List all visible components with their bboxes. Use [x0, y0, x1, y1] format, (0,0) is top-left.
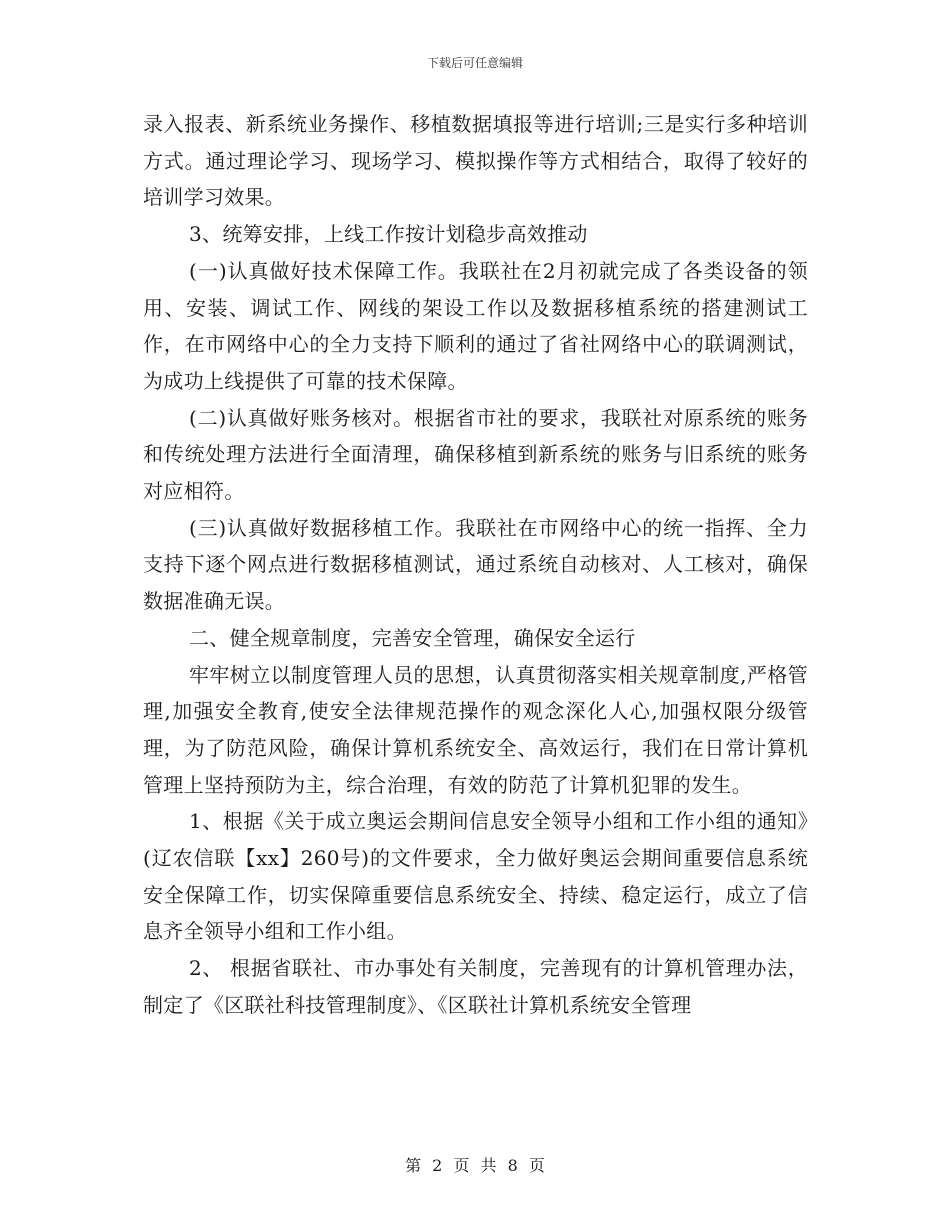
- document-body: [143, 106, 808, 1024]
- paragraph-1: 录入报表、新系统业务操作、移植数据填报等进行培训;三是实行多种培训方式。通过理论学习、现场学习、模拟操作等方式相结合，取得了较好的培训学习效果。: [143, 112, 808, 210]
- page-header: 下载后可任意编辑: [426, 56, 523, 70]
- paragraph-9: 2、 根据省联社、市办事处有关制度，完善现有的计算机管理办法，制定了《区联社科技管理制度》、《区联社计算机系统安全管理: [143, 956, 808, 1017]
- paragraph-8: 1、根据《关于成立奥运会期间信息安全领导小组和工作小组的通知》(辽农信联【xx】260号)的文件要求，全力做好奥运会期间重要信息系统安全保障工作，切实保障重要信息系统安全、持续、稳定运行，成立了信息齐全领导小组和工作小组。: [143, 809, 808, 944]
- paragraph-3: (一)认真做好技术保障工作。我联社在2月初就完成了各类设备的领用、安装、调试工作、网线的架设工作以及数据移植系统的搭建测试工作，在市网络中心的全力支持下顺利的通过了省社网络中心的联调测试，为成功上线提供了可靠的技术保障。: [143, 258, 808, 393]
- paragraph-6: 二、健全规章制度，完善安全管理，确保安全运行: [189, 625, 636, 650]
- paragraph-2: 3、统筹安排，上线工作按计划稳步高效推动: [189, 222, 588, 247]
- paragraph-7: 牢牢树立以制度管理人员的思想，认真贯彻落实相关规章制度,严格管理,加强安全教育,使安全法律规范操作的观念深化人心,加强权限分级管理，为了防范风险，确保计算机系统安全、高效运行，我们在日常计算机管理上坚持预防为主，综合治理，有效的防范了计算机犯罪的发生。: [143, 662, 808, 797]
- paragraph-4: (二)认真做好账务核对。根据省市社的要求，我联社对原系统的账务和传统处理方法进行全面清理，确保移植到新系统的账务与旧系统的账务对应相符。: [143, 405, 808, 504]
- page-number: 第 2 页 共 8 页: [405, 1156, 545, 1175]
- paragraph-5: (三)认真做好数据移植工作。我联社在市网络中心的统一指挥、全力支持下逐个网点进行数据移植测试，通过系统自动核对、人工核对，确保数据准确无误。: [143, 515, 808, 614]
